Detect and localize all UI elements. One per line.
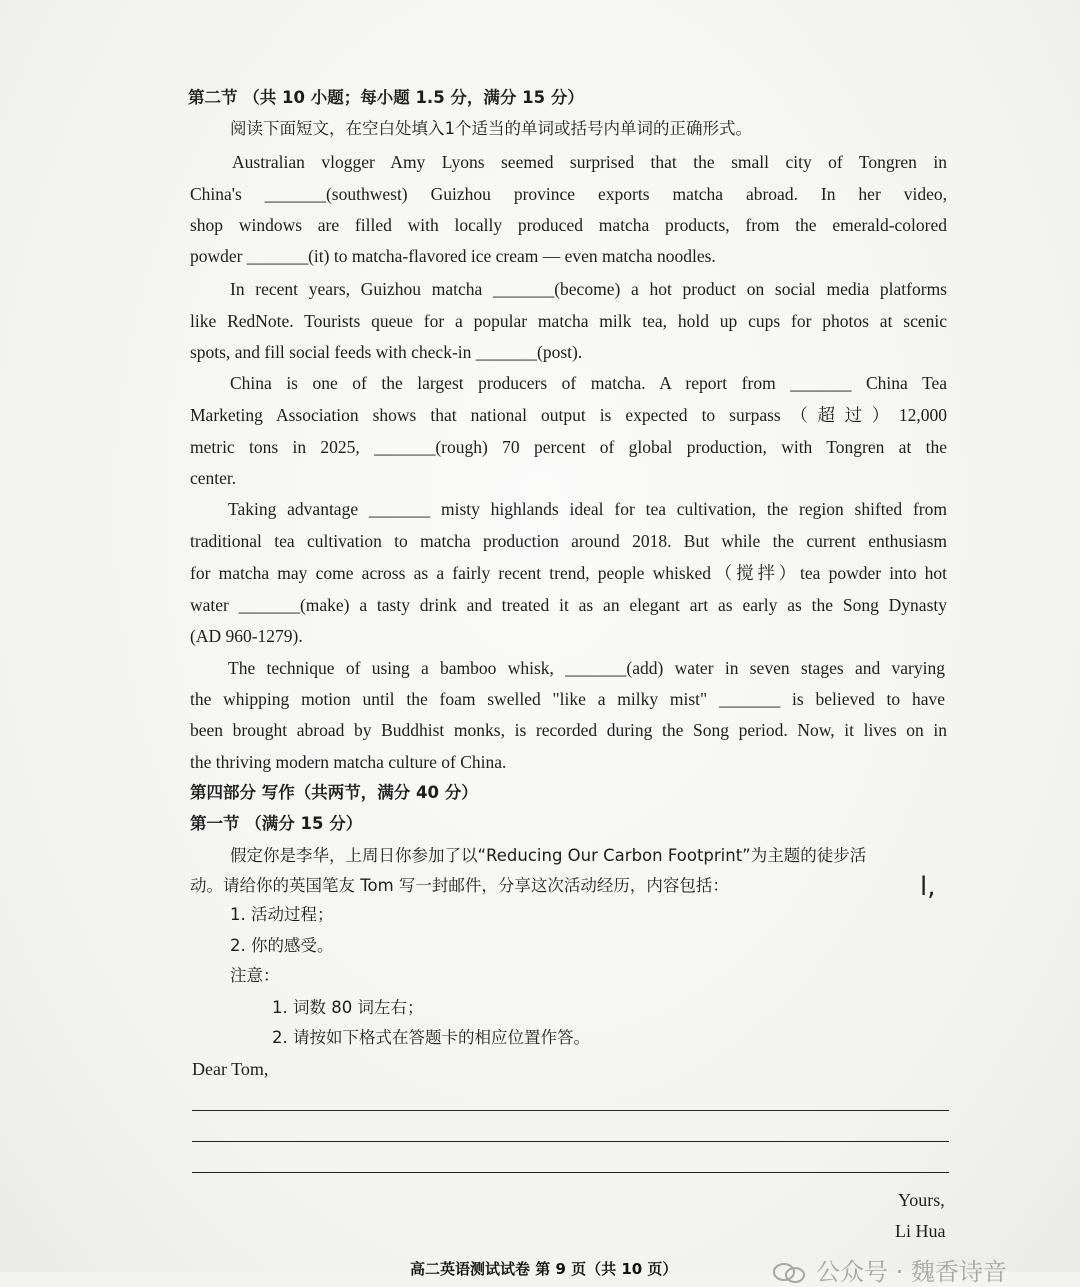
note-item: 2. 请按如下格式在答题卡的相应位置作答。 <box>272 1028 590 1047</box>
wechat-icon <box>772 1263 806 1283</box>
answer-line[interactable] <box>192 1110 949 1111</box>
passage-line: like RedNote. Tourists queue for a popular matcha milk tea, hold up cups for photos at scenic <box>190 311 947 331</box>
passage-line: the thriving modern matcha culture of China. <box>190 752 507 772</box>
passage-line: center. <box>190 468 237 488</box>
answer-line[interactable] <box>192 1172 949 1173</box>
section-instruction: 阅读下面短文，在空白处填入1个适当的单词或括号内单词的正确形式。 <box>230 119 752 138</box>
passage-line: Taking advantage _______ misty highlands ideal for tea cultivation, the region shifted from <box>228 499 947 519</box>
passage-line: for matcha may come across as a fairly recent trend, people whisked（搅拌）tea powder into hot <box>190 563 947 583</box>
letter-greeting: Dear Tom, <box>192 1059 269 1079</box>
passage-line: China is one of the largest producers of matcha. A report from _______ China Tea <box>230 373 947 393</box>
passage-line: In recent years, Guizhou matcha _______(become) a hot product on social media platforms <box>230 279 947 299</box>
handwritten-mark: l, <box>920 872 936 902</box>
content-point: 2. 你的感受。 <box>230 936 334 955</box>
passage-line: spots, and fill social feeds with check-in _______(post). <box>190 342 583 362</box>
passage-line: (AD 960-1279). <box>190 626 303 646</box>
passage-line: been brought abroad by Buddhist monks, is recorded during the Song period. Now, it lives on in <box>190 720 947 740</box>
passage-line: China's _______(southwest) Guizhou province exports matcha abroad. In her video, <box>190 184 947 204</box>
passage-line: The technique of using a bamboo whisk, _______(add) water in seven stages and varying <box>228 658 945 678</box>
section-heading: 第二节 （共 10 小题；每小题 1.5 分，满分 15 分） <box>188 88 584 107</box>
page-footer: 高二英语测试试卷 第 9 页（共 10 页） <box>410 1260 678 1278</box>
subsection-heading: 第一节 （满分 15 分） <box>190 814 363 833</box>
passage-line: powder _______(it) to matcha-flavored ice cream — even matcha noodles. <box>190 246 716 266</box>
note-item: 1. 词数 80 词左右； <box>272 998 424 1017</box>
answer-line[interactable] <box>192 1141 949 1142</box>
passage-line: shop windows are filled with locally produced matcha products, from the emerald-colored <box>190 215 947 235</box>
passage-line: water _______(make) a tasty drink and treated it as an elegant art as early as the Song Dynasty <box>190 595 947 615</box>
letter-signature: Li Hua <box>895 1221 946 1241</box>
content-point: 1. 活动过程； <box>230 905 334 924</box>
writing-prompt: 假定你是李华，上周日你参加了以“Reducing Our Carbon Footprint”为主题的徒步活 <box>230 846 867 865</box>
part-heading: 第四部分 写作（共两节，满分 40 分） <box>190 783 478 802</box>
passage-line: traditional tea cultivation to matcha production around 2018. But while the current enthusiasm <box>190 531 947 551</box>
passage-line: Australian vlogger Amy Lyons seemed surprised that the small city of Tongren in <box>232 152 947 172</box>
note-label: 注意： <box>230 966 280 985</box>
passage-line: Marketing Association shows that national output is expected to surpass（超过）12,000 <box>190 405 947 425</box>
watermark-text: 公众号 · 魏香诗音 <box>816 1258 1007 1286</box>
passage-line: metric tons in 2025, _______(rough) 70 percent of global production, with Tongren at the <box>190 437 947 457</box>
passage-line: the whipping motion until the foam swelled "like a milky mist" _______ is believed to have <box>190 689 945 709</box>
writing-prompt: 动。请给你的英国笔友 Tom 写一封邮件，分享这次活动经历，内容包括： <box>190 876 729 895</box>
letter-closing: Yours, <box>898 1190 945 1210</box>
watermark <box>772 1252 1007 1287</box>
